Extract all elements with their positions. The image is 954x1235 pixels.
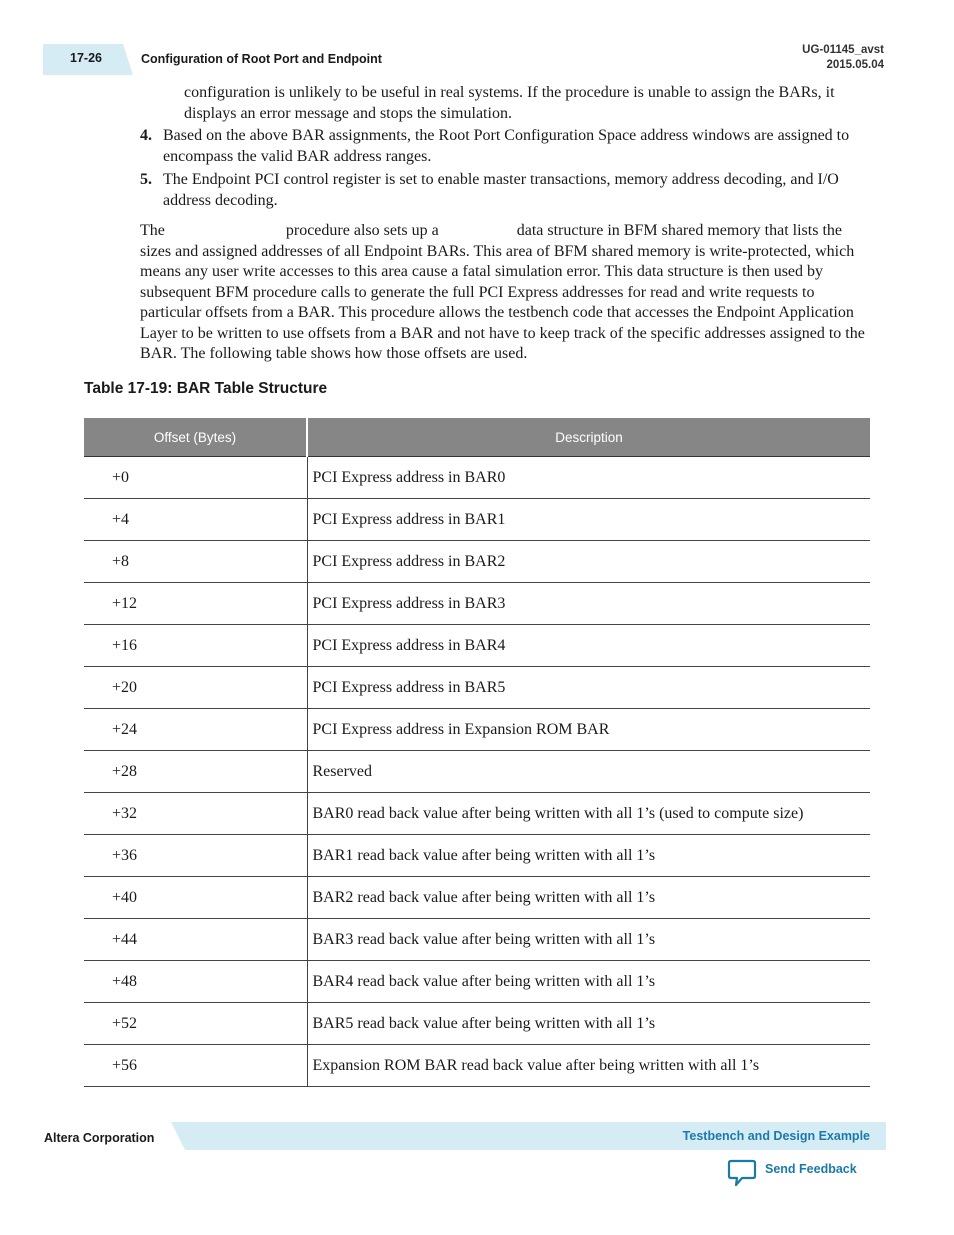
offset-cell: +24 xyxy=(84,709,307,751)
offset-cell: +0 xyxy=(84,457,307,499)
list-item xyxy=(140,126,870,167)
list-item-text: The Endpoint PCI control register is set to enable master transactions, memory address decoding, and I/O address decoding. xyxy=(163,171,839,209)
offset-cell: +56 xyxy=(84,1045,307,1087)
column-header-offset: Offset (Bytes) xyxy=(84,418,307,457)
page-number: 17-26 xyxy=(70,51,102,65)
document-id xyxy=(802,43,884,73)
table-row xyxy=(84,961,870,1003)
description-cell: PCI Express address in BAR5 xyxy=(307,667,870,709)
table-row xyxy=(84,1003,870,1045)
table-row xyxy=(84,541,870,583)
description-cell: BAR0 read back value after being written with all 1’s (used to compute size) xyxy=(307,793,870,835)
table-row xyxy=(84,751,870,793)
offset-cell: +52 xyxy=(84,1003,307,1045)
paragraph-mid: procedure also sets up a xyxy=(285,222,439,239)
offset-cell: +16 xyxy=(84,625,307,667)
offset-cell: +32 xyxy=(84,793,307,835)
offset-cell: +8 xyxy=(84,541,307,583)
table-row xyxy=(84,793,870,835)
footer-section-link[interactable]: Testbench and Design Example xyxy=(682,1129,870,1143)
column-header-description: Description xyxy=(307,418,870,457)
table-row xyxy=(84,709,870,751)
list-item-number: 5. xyxy=(140,171,152,188)
table-row xyxy=(84,1045,870,1087)
list-item xyxy=(140,170,870,211)
speech-bubble-icon[interactable] xyxy=(727,1159,757,1187)
description-cell: BAR2 read back value after being written with all 1’s xyxy=(307,877,870,919)
bar-table xyxy=(84,418,870,1087)
description-cell: BAR3 read back value after being written with all 1’s xyxy=(307,919,870,961)
offset-cell: +48 xyxy=(84,961,307,1003)
footer-company: Altera Corporation xyxy=(44,1131,155,1145)
description-cell: BAR1 read back value after being written with all 1’s xyxy=(307,835,870,877)
offset-cell: +28 xyxy=(84,751,307,793)
continued-paragraph: configuration is unlikely to be useful in real systems. If the procedure is unable to assign the BARs, it displays an error message and stops the simulation. xyxy=(184,84,835,122)
document-date: 2015.05.04 xyxy=(826,59,884,71)
table-row xyxy=(84,835,870,877)
table-row xyxy=(84,457,870,499)
offset-cell: +12 xyxy=(84,583,307,625)
document-code: UG-01145_avst xyxy=(802,44,884,56)
description-cell: BAR5 read back value after being written with all 1’s xyxy=(307,1003,870,1045)
offset-cell: +44 xyxy=(84,919,307,961)
description-cell: PCI Express address in BAR0 xyxy=(307,457,870,499)
table-header-row xyxy=(84,418,870,457)
description-cell: PCI Express address in BAR2 xyxy=(307,541,870,583)
offset-cell: +36 xyxy=(84,835,307,877)
running-section-title: Configuration of Root Port and Endpoint xyxy=(141,52,382,66)
description-cell: Reserved xyxy=(307,751,870,793)
description-cell: PCI Express address in BAR3 xyxy=(307,583,870,625)
description-cell: PCI Express address in BAR1 xyxy=(307,499,870,541)
offset-cell: +20 xyxy=(84,667,307,709)
table-row xyxy=(84,667,870,709)
description-paragraph xyxy=(140,221,870,365)
paragraph-lead: The xyxy=(140,222,165,239)
description-cell: PCI Express address in Expansion ROM BAR xyxy=(307,709,870,751)
description-cell: PCI Express address in BAR4 xyxy=(307,625,870,667)
table-title: Table 17-19: BAR Table Structure xyxy=(84,380,328,397)
table-row xyxy=(84,625,870,667)
table-row xyxy=(84,919,870,961)
description-cell: Expansion ROM BAR read back value after being written with all 1’s xyxy=(307,1045,870,1087)
paragraph-rest: data structure in BFM shared memory that lists the sizes and assigned addresses of all Endpoint BARs. This area of BFM shared memory is write-protected, which means any user write accesses to this area cause a fatal simulation error. This data structure is then used by subsequent BFM procedure calls to generate the full PCI Express addresses for read and write requests to particular offsets from a BAR. This procedure allows the testbench code that accesses the Endpoint Application Layer to be written to use offsets from a BAR and not have to keep track of the specific addresses assigned to the BAR. The following table shows how those offsets are used. xyxy=(140,222,865,362)
send-feedback-link[interactable]: Send Feedback xyxy=(765,1162,857,1176)
table-row xyxy=(84,877,870,919)
list-item-number: 4. xyxy=(140,127,152,144)
offset-cell: +4 xyxy=(84,499,307,541)
table-row xyxy=(84,583,870,625)
list-item-text: Based on the above BAR assignments, the Root Port Configuration Space address windows are assigned to encompass the valid BAR address ranges. xyxy=(163,127,850,165)
description-cell: BAR4 read back value after being written with all 1’s xyxy=(307,961,870,1003)
table-row xyxy=(84,499,870,541)
offset-cell: +40 xyxy=(84,877,307,919)
